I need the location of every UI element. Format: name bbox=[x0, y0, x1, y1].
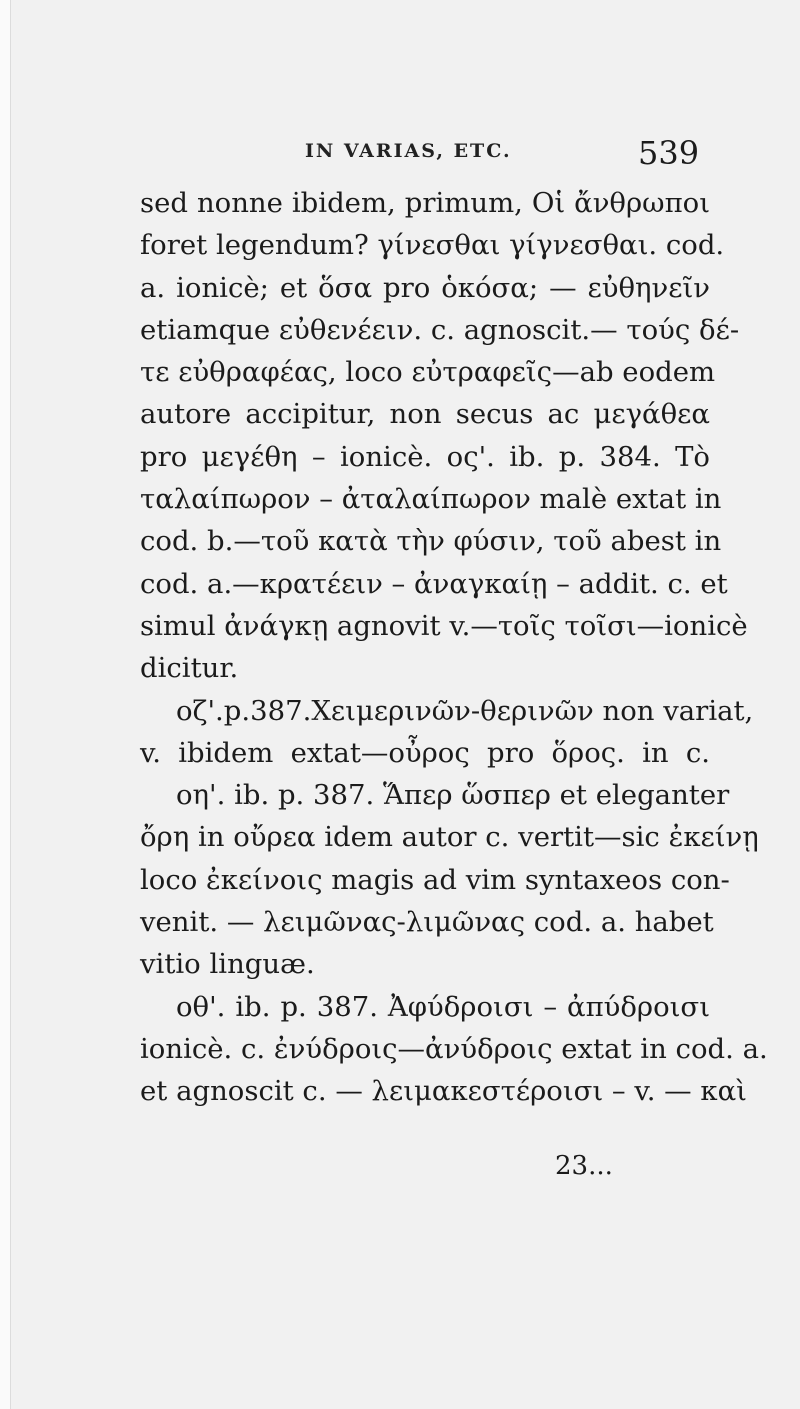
text-line: simul ἀνάγκῃ agnovit v.—τοῖς τοῖσι—ionicè bbox=[140, 609, 748, 642]
text-line: τε εὐθραφέας, loco εὐτραφεῖς—ab eodem bbox=[140, 356, 716, 389]
text-line: cod. b.—τοῦ κατὰ τὴν φύσιν, τοῦ abest in bbox=[140, 525, 722, 558]
text-line: ὄρη in οὔρεα idem autor c. vertit—sic ἐκείνῃ bbox=[140, 821, 759, 854]
catchword: 23... bbox=[555, 1151, 613, 1181]
text-line: cod. a.—κρατέειν – ἀναγκαίῃ – addit. c. et bbox=[140, 567, 728, 600]
text-line: a. ionicè; et ὅσα pro ὁκόσα; — εὐθηνεῖν bbox=[140, 271, 710, 304]
page-header bbox=[0, 134, 800, 174]
text-line: autore accipitur, non secus ac μεγάθεα bbox=[140, 398, 710, 431]
text-line: οθ'. ib. p. 387. Ἀφύδροισι – ἀπύδροισι bbox=[176, 990, 710, 1023]
page-edge bbox=[0, 0, 11, 1409]
text-line: foret legendum? γίνεσθαι γίγνεσθαι. cod. bbox=[140, 229, 725, 262]
text-line: et agnoscit c. — λειμακεστέροισι – v. — καὶ bbox=[140, 1075, 747, 1108]
text-line: sed nonne ibidem, primum, Οἱ ἄνθρωποι bbox=[140, 187, 710, 219]
page-number: 539 bbox=[638, 134, 700, 172]
text-line: οζ'.p.387.Χειμερινῶν-θερινῶν non variat, bbox=[176, 694, 754, 727]
text-line: vitio linguæ. bbox=[140, 948, 315, 981]
text-line: dicitur. bbox=[140, 652, 239, 685]
text-line: ionicè. c. ἐνύδροις—ἀνύδροις extat in cod. a. bbox=[140, 1032, 768, 1065]
text-line: venit. — λειμῶνας-λιμῶνας cod. a. habet bbox=[140, 906, 714, 939]
text-line: etiamque εὐθενέειν. c. agnoscit.— τούς δέ- bbox=[140, 313, 740, 346]
text-line: ταλαίπωρον – ἀταλαίπωρον malè extat in bbox=[140, 483, 722, 516]
text-line: οη'. ib. p. 387. Ἅπερ ὥσπερ et eleganter bbox=[176, 779, 730, 812]
text-line: loco ἐκείνοις magis ad vim syntaxeos con- bbox=[140, 863, 730, 896]
text-line: pro μεγέθη – ionicè. ος'. ib. p. 384. Τὸ bbox=[140, 440, 710, 473]
text-line: v. ibidem extat—οὖρος pro ὅρος. in c. bbox=[140, 736, 710, 769]
running-head: IN VARIAS, ETC. bbox=[305, 140, 512, 162]
body-text bbox=[140, 182, 768, 1113]
